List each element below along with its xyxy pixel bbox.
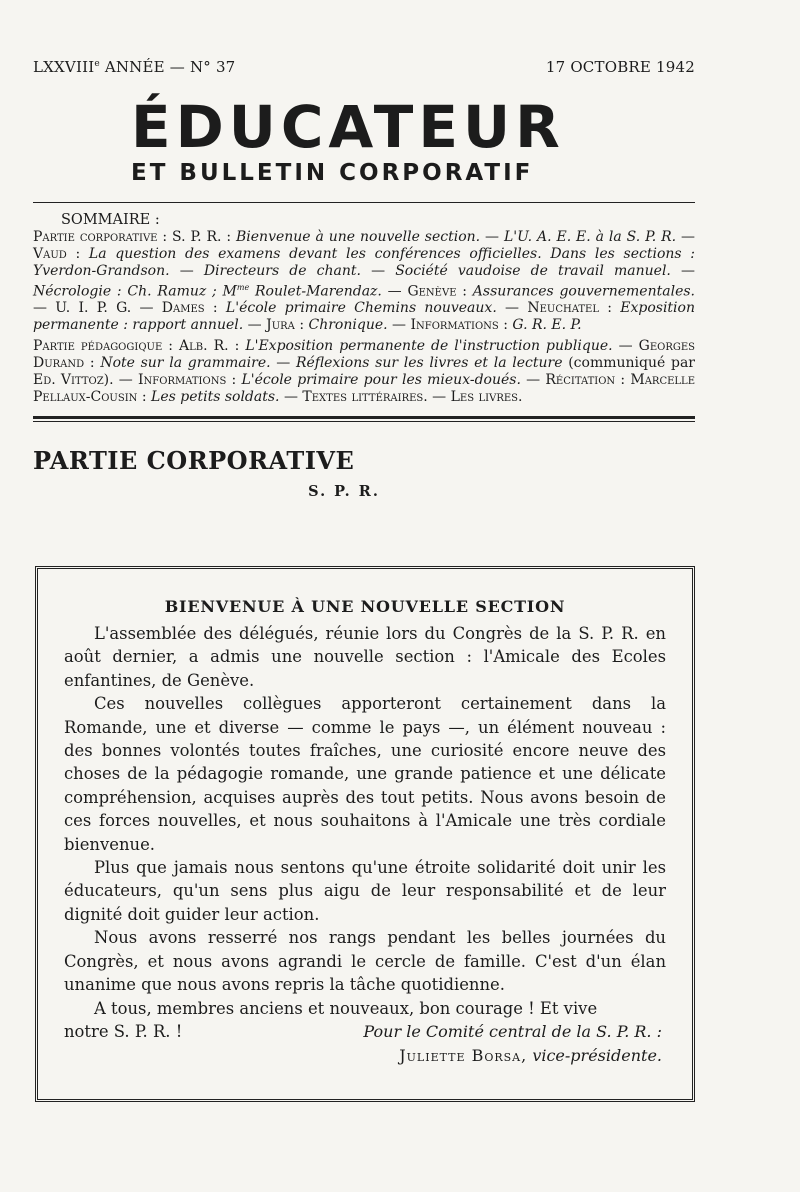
toc-run: : [204,300,226,317]
issue-line [33,58,695,76]
toc-run: : [294,317,309,334]
toc-run: Neuchatel [527,300,599,317]
toc-run [346,300,354,316]
paragraph: Ces nouvelles collègues apporteront certainement dans la Romande, une et diverse — comme le pays —, un élément nouveau : des bonnes volontés toutes fraîches, une curiosité encore neuve des choses de la pédagogie romande, une grande patience et une délicate compréhension, acquises auprès des tout petits. Nous avons besoin de ces forces nouvelles, et nous souhaitons à l'Amicale une très cordiale bienvenue. [64,694,666,854]
toc-partie-pedagogique [33,338,695,406]
toc-run: — [381,283,408,300]
toc-run: — [270,354,296,371]
toc-run: Récitation [545,371,616,388]
paragraph: Nous avons resserré nos rangs pendant les belles journées du Congrès, et nous avons agrandi le cercle de famille. C'est d'un élan unanime que nous avons repris la tâche quotidienne. [64,928,666,995]
toc-run: — [169,262,204,279]
toc-run: Réflexions sur les livres et la lecture [295,354,563,371]
toc-run: — [670,262,696,279]
signature-name: Juliette Borsa, [399,1045,528,1065]
section-title: PARTIE CORPORATIVE [33,445,355,475]
toc-run: Alb. R. [179,338,229,354]
toc-run: Jura [266,317,295,334]
journal-subtitle: ET BULLETIN CORPORATIF [131,160,534,186]
toc-run: — [496,300,528,317]
toc-run: : [226,371,242,388]
issue-number: LXXVIIIe ANNÉE — N° 37 [33,58,236,76]
page [33,58,695,500]
toc-run: Dames [161,300,205,317]
toc-run: Les livres. [450,388,523,405]
divider [33,202,695,203]
toc-run: L'Exposition permanente de l'instruction publique. [245,338,613,354]
toc-run: — [480,228,504,245]
toc-run: Chemins nouveaux. [354,300,497,317]
toc-run: : [598,300,621,317]
toc-partie-corporative [33,229,695,334]
toc-run: : [137,388,152,405]
toc-run: Textes littéraires. [302,388,428,405]
signature-role: vice-présidente. [532,1045,662,1065]
toc-run: Société vaudoise de travail manuel. [395,262,671,279]
toc-run: me [236,282,250,292]
toc-run: L'école primaire [225,300,346,317]
toc-run: Vaud [33,245,67,262]
paragraph: L'assemblée des délégués, réunie lors du Congrès de la S. P. R. en août dernier, a admis une nouvelle section : l'Amicale des Ecoles enfantines, de Genève. [64,624,666,690]
closing-row [64,1020,666,1065]
toc-run: : [66,245,89,262]
toc-run: — [279,388,303,405]
toc-run: — [612,338,639,354]
toc-run: G. R. E. P. [512,317,582,334]
toc-run: — [676,228,695,245]
toc-run: La question des examens devant les conférences officielles. Dans les sections : Yverdon-Grandson. [33,245,695,279]
toc-run: Exposition permanente : rapport annuel. [33,300,695,334]
journal-title: ÉDUCATEUR [131,93,565,161]
double-divider [33,416,695,422]
toc-run: : S. P. R. : [157,228,236,245]
closing-text: notre S. P. R. ! [64,1021,183,1041]
toc-run: : [228,338,246,354]
signature-committee: Pour le Comité central de la S. P. R. : [363,1021,662,1041]
article-box [35,566,695,1102]
toc-run: Directeurs de chant. [203,262,361,279]
toc-run: — [243,317,267,334]
article-body [64,622,666,1065]
toc-run: Nécrologie : Ch. Ramuz ; M [33,283,237,300]
signature [363,1020,662,1068]
toc-run: Georges Durand [33,338,695,371]
toc-run: Ed. Vittoz [33,371,104,388]
toc-run: : [162,338,179,354]
article-title: BIENVENUE À UNE NOUVELLE SECTION [164,597,566,616]
toc-run: Roulet-Marendaz. [249,283,382,300]
toc-run: — [520,371,546,388]
toc-run: (communiqué par [562,354,695,371]
toc-run: Chronique. [308,317,388,334]
toc-run: : [615,371,631,388]
toc-run: Marcelle Pellaux-Cousin [33,371,695,405]
toc-run: Genève [407,283,457,300]
toc-run: Les petits soldats. [151,388,280,405]
toc-run: Partie corporative [33,228,158,245]
toc-run: L'U. A. E. E. à la S. P. R. [503,228,677,245]
toc-run: Note sur la grammaire. [100,354,271,371]
toc-run: Bienvenue à une nouvelle section. [236,228,481,245]
table-of-contents [33,212,695,406]
toc-run: ). — [103,371,139,388]
toc-run: Partie pédagogique [33,338,163,354]
toc-heading: SOMMAIRE : [61,212,160,228]
toc-run: — [360,262,396,279]
toc-run: — [387,317,411,334]
toc-run: : [456,283,473,300]
toc-run: L'école primaire pour les mieux-doués. [241,371,521,388]
toc-run: Informations [410,317,499,334]
toc-run: Informations [138,371,227,388]
toc-run: : [498,317,513,334]
toc-run: — U. I. P. G. — [33,300,162,317]
section-subtitle: S. P. R. [308,482,380,500]
toc-run: — [427,388,451,405]
paragraph: Plus que jamais nous sentons qu'une étroite solidarité doit unir les éducateurs, qu'un sens plus aigu de leur responsabilité et de leur dignité doit guider leur action. [64,858,666,924]
issue-date: 17 OCTOBRE 1942 [545,58,695,76]
toc-run: : [84,354,101,371]
paragraph: A tous, membres anciens et nouveaux, bon courage ! Et vive [94,998,598,1018]
toc-run: Assurances gouvernementales. [472,283,695,300]
